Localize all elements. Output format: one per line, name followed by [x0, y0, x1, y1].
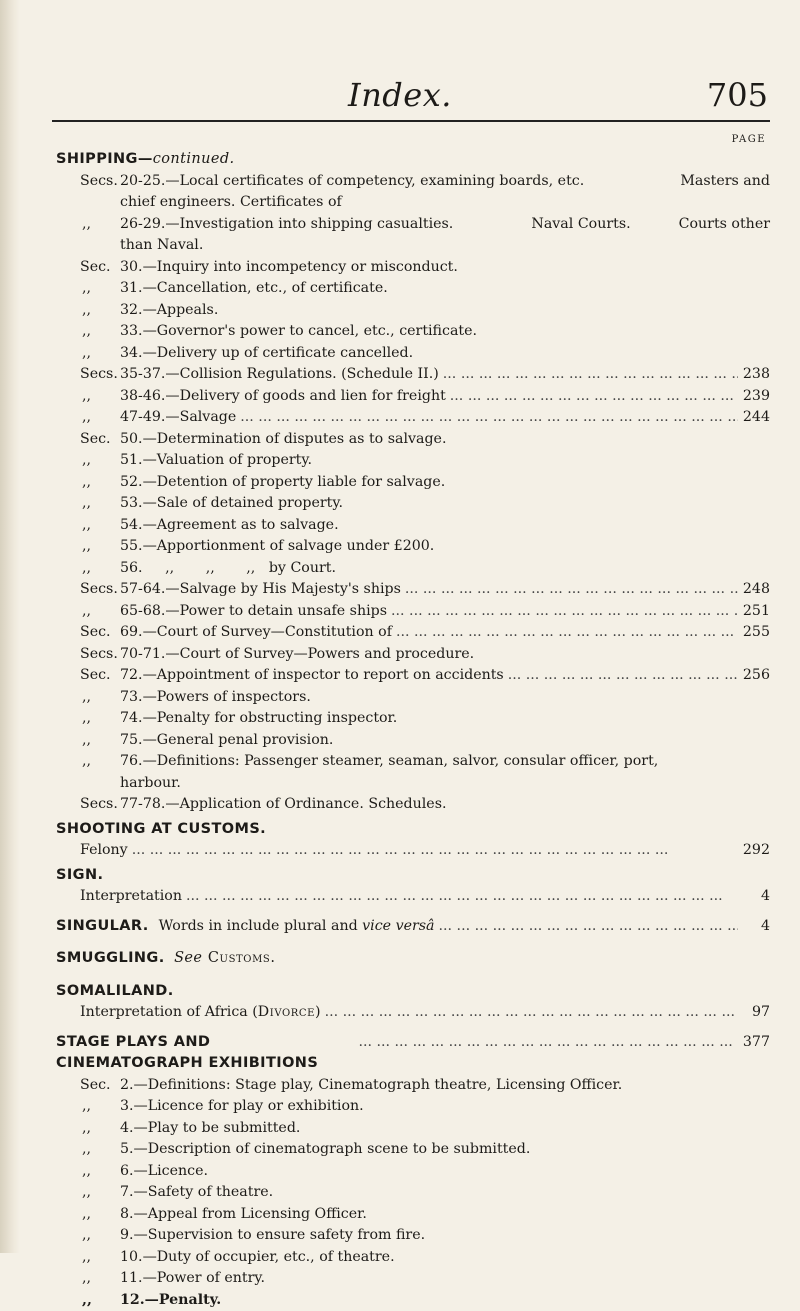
- index-entry: Sec. 69.—Court of Survey—Constitution of ... . 255: [56, 622, 770, 644]
- index-entry: Secs. 35-37.—Collision Regulations. (Schedule II.) ... . 238: [56, 364, 770, 386]
- dot-leader: [325, 1002, 738, 1024]
- index-entry: ,, 26-29.—Investigation into shipping casualties. Naval Courts. Courts other: [56, 214, 770, 236]
- index-entry: ,, 4.—Play to be submitted.: [56, 1118, 770, 1140]
- dot-leader: [443, 364, 738, 386]
- index-entry: Sec. 50.—Determination of disputes as to salvage.: [56, 429, 770, 451]
- dot-leader: [439, 916, 738, 938]
- index-heading-stage-plays: STAGE PLAYS AND CINEMATOGRAPH EXHIBITIONS ... . 377: [56, 1032, 770, 1075]
- index-entry: ,, 34.—Delivery up of certificate cancelled.: [56, 343, 770, 365]
- index-entry: Secs. 77-78.—Application of Ordinance. Schedules.: [56, 794, 770, 816]
- index-entry: ,, 52.—Detention of property liable for salvage.: [56, 472, 770, 494]
- page-ref: 239: [742, 386, 770, 408]
- index-entry: Interpretation ... . 4: [56, 886, 770, 908]
- index-entry-wrap: chief engineers. Certificates of: [56, 192, 770, 214]
- index-entry: Sec. 72.—Appointment of inspector to report on accidents ... . 256: [56, 665, 770, 687]
- index-entry: ,, 47-49.—Salvage ... . 244: [56, 407, 770, 429]
- index-entry: Secs. 57-64.—Salvage by His Majesty's ships ... . 248: [56, 579, 770, 601]
- page-number: 705: [707, 76, 768, 114]
- index-entry: ,, 7.—Safety of theatre.: [56, 1182, 770, 1204]
- index-entry: ,, 11.—Power of entry.: [56, 1268, 770, 1290]
- dot-leader: [132, 840, 738, 862]
- index-entry: ,, 3.—Licence for play or exhibition.: [56, 1096, 770, 1118]
- running-title: Index.: [0, 76, 800, 114]
- page-ref: 256: [742, 665, 770, 687]
- page-column-label: PAGE: [732, 134, 766, 145]
- index-entry: Interpretation of Africa ( Divorce ) ... . 97: [56, 1002, 770, 1024]
- dot-leader: [391, 601, 738, 623]
- dot-leader: [186, 886, 738, 908]
- cross-reference: Divorce: [258, 1002, 315, 1024]
- index-entry: ,, 12.—Penalty.: [56, 1290, 770, 1311]
- index-entry: Secs. 20-25.—Local certificates of competency, examining boards, etc. Masters and: [56, 171, 770, 193]
- index-entry: ,, 73.—Powers of inspectors.: [56, 687, 770, 709]
- dot-leader: [396, 622, 738, 644]
- index-entry: ,, 54.—Agreement as to salvage.: [56, 515, 770, 537]
- index-heading-smuggling: SMUGGLING. See Customs.: [56, 948, 770, 970]
- index-entry-wrap: harbour.: [56, 773, 770, 795]
- page-binding-shadow: [0, 0, 20, 1253]
- page-ref: 255: [742, 622, 770, 644]
- index-entry: ,, 31.—Cancellation, etc., of certificate.: [56, 278, 770, 300]
- index-entry: ,, 9.—Supervision to ensure safety from fire.: [56, 1225, 770, 1247]
- index-entry: Sec. 30.—Inquiry into incompetency or misconduct.: [56, 257, 770, 279]
- dot-leader: [358, 1032, 738, 1054]
- index-heading-sign: SIGN.: [56, 865, 770, 887]
- page-ref: 4: [742, 916, 770, 938]
- index-entry-singular: SINGULAR. Words in include plural and vice versâ ... . 4: [56, 916, 770, 938]
- index-content: [56, 146, 770, 1311]
- index-entry: Felony ... . 292: [56, 840, 770, 862]
- index-entry: ,, 56. ,, ,, ,, by Court.: [56, 558, 770, 580]
- dot-leader: [405, 579, 738, 601]
- index-entry: ,, 5.—Description of cinematograph scene to be submitted.: [56, 1139, 770, 1161]
- dot-leader: [508, 665, 738, 687]
- index-heading-somaliland: SOMALILAND.: [56, 981, 770, 1003]
- page-ref: 248: [742, 579, 770, 601]
- index-entry-wrap: than Naval.: [56, 235, 770, 257]
- index-entry: Secs. 70-71.—Court of Survey—Powers and procedure.: [56, 644, 770, 666]
- index-entry: ,, 65-68.—Power to detain unsafe ships ... . 251: [56, 601, 770, 623]
- page-ref: 244: [742, 407, 770, 429]
- page-ref: 251: [742, 601, 770, 623]
- page-ref: 97: [742, 1002, 770, 1024]
- index-entry: ,, 55.—Apportionment of salvage under £200.: [56, 536, 770, 558]
- dot-leader: [450, 386, 738, 408]
- index-entry: ,, 32.—Appeals.: [56, 300, 770, 322]
- page-ref: 238: [742, 364, 770, 386]
- page-ref: 377: [742, 1032, 770, 1054]
- header-rule: [52, 120, 770, 122]
- index-entry: ,, 38-46.—Delivery of goods and lien for freight ... . 239: [56, 386, 770, 408]
- index-entry: ,, 8.—Appeal from Licensing Officer.: [56, 1204, 770, 1226]
- index-entry: ,, 75.—General penal provision.: [56, 730, 770, 752]
- page-ref: 4: [742, 886, 770, 908]
- index-entry: ,, 51.—Valuation of property.: [56, 450, 770, 472]
- index-entry: Sec. 2.—Definitions: Stage play, Cinematograph theatre, Licensing Officer.: [56, 1075, 770, 1097]
- index-heading-shooting: SHOOTING AT CUSTOMS.: [56, 819, 770, 841]
- index-entry: ,, 74.—Penalty for obstructing inspector.: [56, 708, 770, 730]
- index-entry: ,, 76.—Definitions: Passenger steamer, seaman, salvor, consular officer, port,: [56, 751, 770, 773]
- index-heading-shipping: SHIPPING—continued.: [56, 149, 770, 171]
- cross-reference: Customs.: [208, 950, 276, 966]
- index-entry: ,, 53.—Sale of detained property.: [56, 493, 770, 515]
- index-entry: ,, 33.—Governor's power to cancel, etc., certificate.: [56, 321, 770, 343]
- index-entry: ,, 10.—Duty of occupier, etc., of theatre.: [56, 1247, 770, 1269]
- dot-leader: [240, 407, 738, 429]
- index-entry: ,, 6.—Licence.: [56, 1161, 770, 1183]
- page-ref: 292: [742, 840, 770, 862]
